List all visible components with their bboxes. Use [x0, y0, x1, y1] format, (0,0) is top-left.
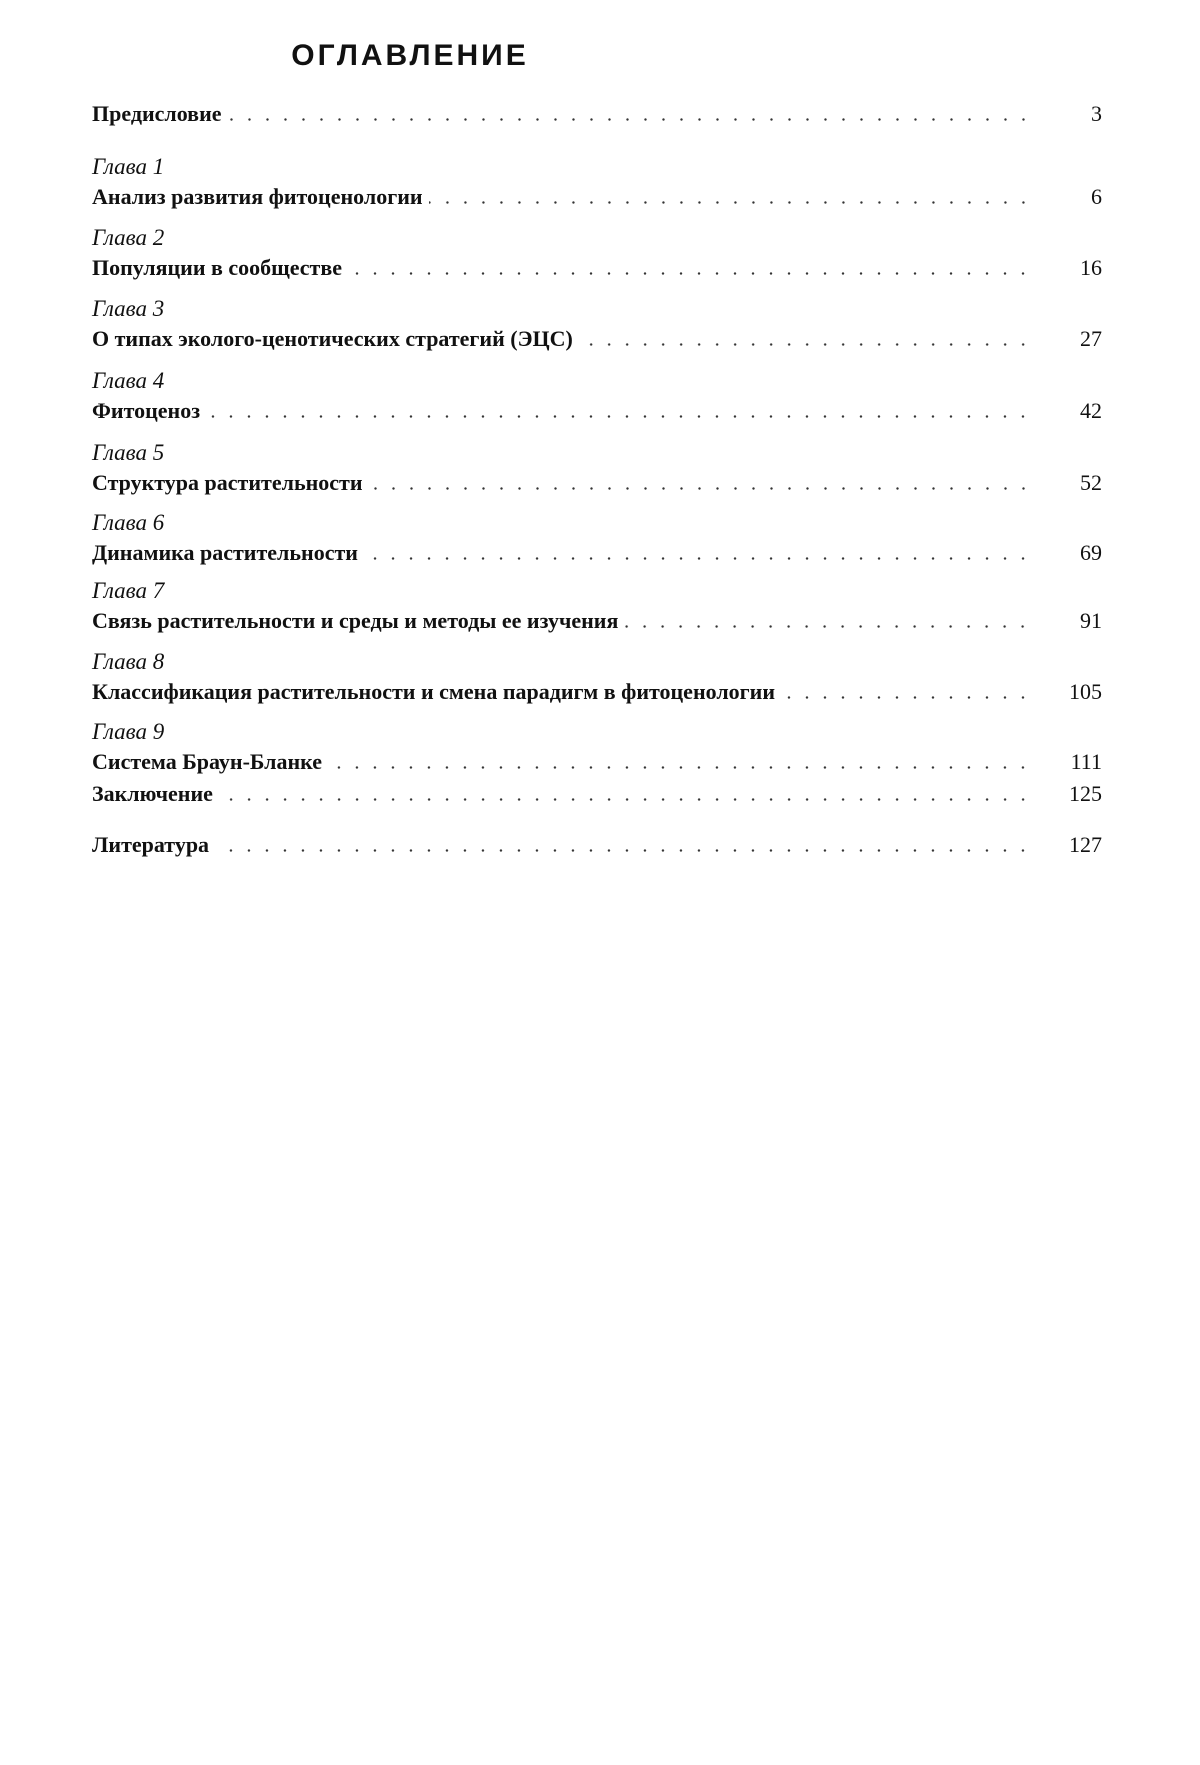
dot-leader — [364, 539, 1032, 567]
toc-entry-title: Заключение — [92, 781, 213, 806]
toc-entry-title: Литература — [92, 832, 210, 857]
toc-entry-title: Система Браун-Бланке — [92, 749, 323, 774]
dot-leader — [328, 748, 1032, 776]
dot-leader — [215, 831, 1032, 859]
toc-entry[interactable] — [92, 395, 1102, 425]
toc-entry[interactable] — [92, 98, 1102, 128]
table-of-contents — [92, 0, 1102, 900]
toc-entry-title: Предисловие — [92, 101, 222, 126]
toc-entry[interactable] — [92, 746, 1102, 776]
toc-entry-page: 3 — [1091, 101, 1102, 126]
toc-entry-title: Популяции в сообществе — [92, 255, 342, 280]
toc-entry[interactable] — [92, 605, 1102, 635]
toc-entry-page: 16 — [1080, 255, 1102, 280]
chapter-label: Глава 9 — [92, 719, 165, 744]
toc-entry-page: 125 — [1069, 781, 1102, 806]
toc-entry-page: 27 — [1080, 326, 1102, 351]
chapter-label: Глава 4 — [92, 368, 165, 393]
dot-leader — [219, 780, 1032, 808]
toc-entry-page: 42 — [1080, 398, 1102, 423]
toc-entry-title: Анализ развития фитоценологии — [92, 184, 423, 209]
chapter-label: Глава 8 — [92, 649, 165, 674]
chapter-label: Глава 7 — [92, 578, 165, 603]
dot-leader — [206, 397, 1032, 425]
toc-entry[interactable] — [92, 323, 1102, 353]
chapter-label: Глава 5 — [92, 440, 165, 465]
dot-leader — [369, 469, 1033, 497]
chapter-label: Глава 2 — [92, 225, 165, 250]
toc-entry-title: Фитоценоз — [92, 398, 201, 423]
toc-entry-page: 52 — [1080, 470, 1102, 495]
toc-entry-page: 111 — [1070, 749, 1102, 774]
toc-entry[interactable] — [92, 181, 1102, 211]
chapter-label: Глава 1 — [92, 154, 165, 179]
toc-entry-page: 6 — [1091, 184, 1102, 209]
dot-leader — [781, 678, 1032, 706]
chapter-label: Глава 3 — [92, 296, 165, 321]
toc-entry-title: Структура растительности — [92, 470, 363, 495]
dot-leader — [429, 183, 1032, 211]
toc-entry-page: 69 — [1080, 540, 1102, 565]
toc-entry-page: 105 — [1069, 679, 1102, 704]
toc-entry[interactable] — [92, 676, 1102, 706]
toc-entry-title: Динамика растительности — [92, 540, 358, 565]
toc-entry-title: Связь растительности и среды и методы ее изучения — [92, 608, 619, 633]
toc-entry[interactable] — [92, 537, 1102, 567]
dot-leader — [228, 100, 1032, 128]
chapter-label: Глава 6 — [92, 510, 165, 535]
toc-entry-title: О типах эколого-ценотических стратегий (ЭЦС) — [92, 326, 573, 351]
toc-entry[interactable] — [92, 252, 1102, 282]
toc-entry[interactable] — [92, 778, 1102, 808]
page-title: ОГЛАВЛЕНИЕ — [291, 39, 529, 72]
toc-entry[interactable] — [92, 829, 1102, 859]
dot-leader — [579, 325, 1032, 353]
toc-entry-page: 127 — [1069, 832, 1102, 857]
dot-leader — [624, 607, 1032, 635]
toc-entry[interactable] — [92, 467, 1102, 497]
toc-entry-page: 91 — [1080, 608, 1102, 633]
toc-entry-title: Классификация растительности и смена парадигм в фитоценологии — [92, 679, 776, 704]
dot-leader — [348, 254, 1032, 282]
